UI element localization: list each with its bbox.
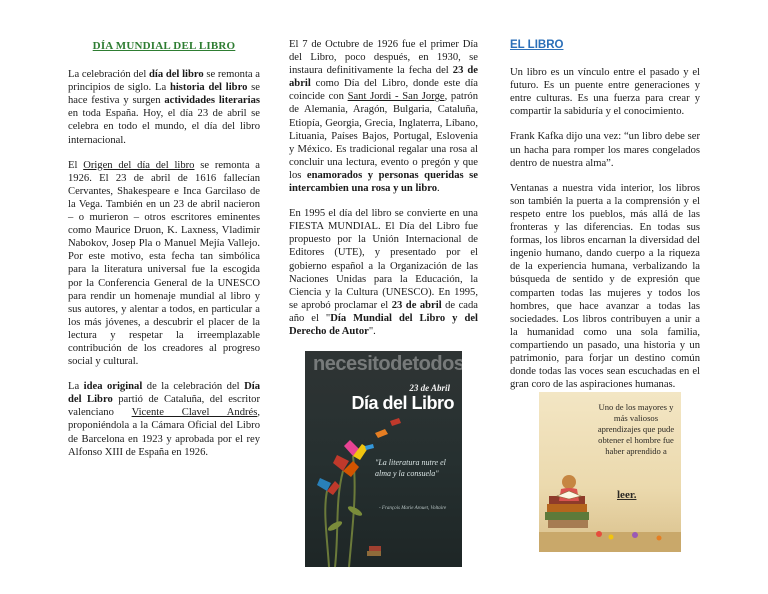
paragraph-history [289,38,478,195]
poster-date: 23 de Abril [409,383,450,393]
page-title: DÍA MUNDIAL DEL LIBRO [92,40,236,52]
text: en toda España. Hoy, el día 23 de abril se celebra en todo el mundo, el día del libro internacional. [68,108,260,146]
text: , proponiéndola a la Cámara Oficial del Libro de Barcelona en 1923 y aprobada por el rey Alfonso XIII de España en 1926. [68,407,261,458]
dia-del-libro-poster [305,351,510,567]
text: La [68,381,84,393]
bold-text: día del libro [149,69,204,81]
bold-text: idea original [83,381,143,393]
column-2 [289,38,478,350]
quote-text: Uno de los mayores y más valiosos aprendizajes que pude obtener el hombre fue haber aprendido a [597,402,675,456]
poster-title: Día del Libro [351,393,454,413]
text: se remonta a principios de siglo. La [68,69,260,94]
bold-text: 23 de abril [391,299,442,311]
text: , patrón de Alemania, Aragón, Bulgaria, Cataluña, Etiopía, Georgia, Grecia, Inglaterra, Líbano, Lituania, Países Bajos, Portugal, Eslovenia y México. Es tradicional regalar una rosa al concluir una lectura, evento o pregón y que los [289,91,478,181]
paragraph-unesco [289,207,478,338]
paragraph-book-definition: Un libro es un vínculo entre el pasado y el futuro. Es un puente entre generaciones y entre culturas. Es una fuerza para crear y compartir la sabiduría y el conocimiento. [510,67,700,118]
paragraph-intro [68,68,260,147]
sant-jordi-link[interactable]: Sant Jordi - San Jorge [347,91,445,103]
bold-text: 23 de abril [289,65,478,90]
text: En 1995 el día del libro se convierte en una FIESTA MUNDIAL. El Día del Libro fue propuesto por la Unión Internacional de Editores (UTE), y presentado por el gobierno español a la Organización de las Naciones Unidas para la Educación, la Ciencia y la Cultura (UNESCO). En 1995, se aprobó proclamar el [289,208,478,311]
bold-text: historia del libro [169,82,248,94]
bold-text: Día del Libro [68,381,260,406]
bold-text: enamorados y personas queridas se intercambien una rosa y un libro [289,169,478,195]
paragraph-kafka-quote: Frank Kafka dijo una vez: “un libro debe ser un hacha para romper los mares congelados dentro de nuestra alma”. [510,131,700,169]
origin-link[interactable]: Origen del día del libro [83,159,195,171]
bold-text: Día Mundial del Libro y del Derecho de Autor [289,312,479,337]
poster-quote-author: - François Marie Arouet, Voltaire [379,506,447,511]
text: . [437,183,440,195]
text: se hace festiva y surgen [68,82,260,107]
reading-quote-image [539,392,681,552]
column-1 [68,38,260,471]
bold-text: actividades literarias [164,95,260,107]
paragraph-idea [68,380,260,459]
section-title: EL LIBRO [510,39,564,51]
text: El [68,159,84,171]
text: se remonta a 1926. El 23 de abril de 1616 fallecían Cervantes, Shakespeare e Inca Garcilaso de la Vega. También en un 23 de abril nacieron – o murieron – otros escritores eminentes como Maurice Druon, K. Laxness, Vladimir Nabokov, Josep Pla o Manuel Mejía Vallejo. Por este motivo, esta fecha tan simbólica para la literatura universal fue la escogida por la Conferencia General de la UNESCO para rendir un homenaje mundial al libro y sus autores, y alentar a todos, en particular a los más jóvenes, a descubrir el placer de la lectura y respetar la irreemplazable contribución de los creadores al progreso social y cultural. [68,159,260,368]
watermark-text: necesitodetodos.com [313,353,510,375]
poster-quote: "La literatura nutre el alma y la consuela" [375,458,446,478]
text: partió de Cataluña, del escritor valenciano [68,394,260,419]
quote-last-word: leer. [617,489,637,501]
column-3 [510,38,700,403]
paragraph-origin [68,159,260,369]
paragraph-windows: Ventanas a nuestra vida interior, los libros son también la puerta a la comprensión y el respeto entre los pueblos, más allá de las fronteras y las diferencias. En todas sus formas, los libros encarnan la diversidad del ingenio humano, dando cuerpo a la riqueza de la experiencia humana, verbalizando la búsqueda de sentido y de expresión que comparten todas las mujeres y todos los hombres, que hace avanzar a todas las sociedades. Los libros contribuyen a unir a la humanidad como una sola familia, compartiendo un pasado, una historia y un patrimonio, para forjar un destino común donde todas las voces sean escuchadas en el gran coro de las aspiraciones humanas. [510,182,700,391]
text: La celebración del [68,69,150,81]
text: de la celebración del [142,381,245,393]
text: ". [368,325,376,337]
text: de cada año el " [289,299,479,324]
author-link[interactable]: Vicente Clavel Andrés [131,407,258,419]
text: El 7 de Octubre de 1926 fue el primer Día del Libro, poco después, en 1930, se instaura definitivamente la fecha del [289,39,478,77]
text: como Día del Libro, donde este día coincide con [289,78,478,103]
